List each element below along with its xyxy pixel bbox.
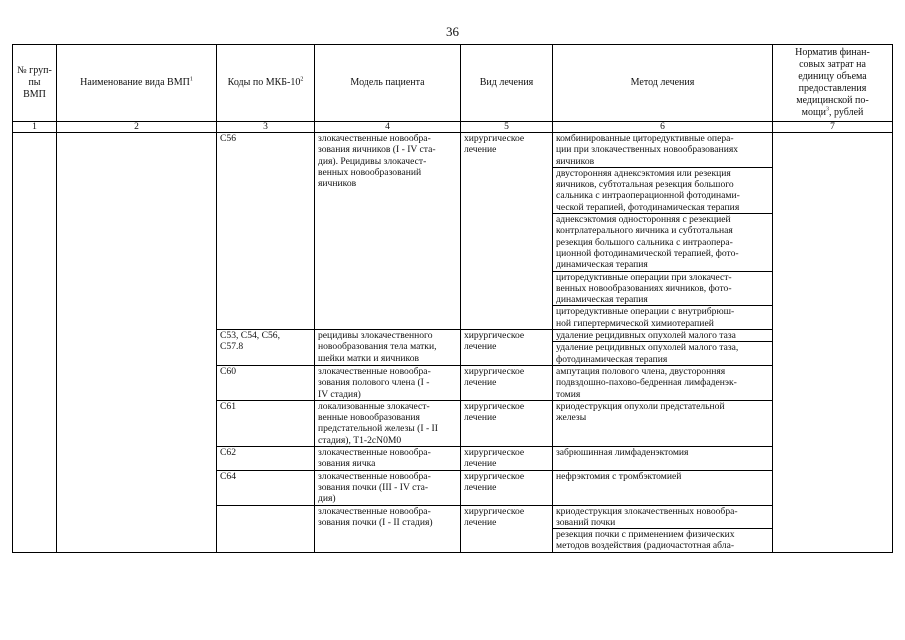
treatment-method-cell: нефрэктомия с тромбэктомией [553,470,773,505]
icd-code-cell: С56 [217,133,315,330]
column-number: 1 [13,122,57,133]
patient-model-cell: злокачественные новообра- зования яичников (I - IV ста- дия). Рецидивы злокачест- венных новообразований яичников [315,133,461,330]
column-number: 7 [773,122,893,133]
treatment-type-cell: хирургическое лечение [461,447,553,471]
treatment-type-cell: хирургическое лечение [461,365,553,400]
vmp-name-cell [57,133,217,553]
treatment-type-cell: хирургическое лечение [461,133,553,330]
column-number: 4 [315,122,461,133]
header-norm: Норматив финан- совых затрат на единицу объема предоставления медицинской по- мощи$^3$, рублей [773,45,893,122]
header-codes: Коды по МКБ-$10^2$ [217,45,315,122]
icd-code-cell: С62 [217,447,315,471]
treatment-method-cell: ампутация полового члена, двусторонняя подвздошно-пахово-бедренная лимфаденэк- томия [553,365,773,400]
patient-model-cell: злокачественные новообра- зования почки (I - II стадия) [315,505,461,552]
treatment-method-cell: циторедуктивные операции с внутрибрюш- ной гипертермической химиотерапией [553,306,773,330]
treatment-method-cell: удаление рецидивных опухолей малого таза [553,330,773,342]
treatment-type-cell: хирургическое лечение [461,470,553,505]
icd-code-cell: С60 [217,365,315,400]
norm-cost-cell [773,133,893,553]
header-model: Модель пациента [315,45,461,122]
patient-model-cell: злокачественные новообра- зования полового члена (I - IV стадия) [315,365,461,400]
patient-model-cell: локализованные злокачест- венные новообразования предстательной железы (I - II стадия), Т1-2cN0M0 [315,400,461,446]
treatment-method-cell: циторедуктивные операции при злокачест- венных новообразованиях яичников, фото- динамическая терапия [553,271,773,306]
column-numbers-row [13,122,893,133]
patient-model-cell: злокачественные новообра- зования почки (III - IV ста- дия) [315,470,461,505]
treatment-method-cell: аднексэктомия односторонняя с резекцией контрлатерального яичника и субтотальная резекция большого сальника с интраопера- ционной фотодинамической терапией, фото- динамическая терапия [553,214,773,271]
table-row [13,133,893,168]
column-number: 2 [57,122,217,133]
header-group: № груп- пы ВМП [13,45,57,122]
patient-model-cell: злокачественные новообра- зования яичка [315,447,461,471]
column-number: 5 [461,122,553,133]
group-number-cell [13,133,57,553]
header-row [13,45,893,122]
treatment-method-cell: комбинированные циторедуктивные опера- ции при злокачественных новообразованиях яичников [553,133,773,168]
treatment-method-cell: криодеструкция злокачественных новообра- зований почки [553,505,773,529]
treatment-type-cell: хирургическое лечение [461,505,553,552]
treatment-method-cell: удаление рецидивных опухолей малого таза, фотодинамическая терапия [553,342,773,366]
treatment-method-cell: резекция почки с применением физических методов воздействия (радиочастотная абла- [553,529,773,553]
patient-model-cell: рецидивы злокачественного новообразования тела матки, шейки матки и яичников [315,330,461,366]
treatment-method-cell: криодеструкция опухоли предстательной железы [553,400,773,446]
icd-code-cell [217,505,315,552]
header-name: Наименование вида ВМП$^1$ [57,45,217,122]
icd-code-cell: С61 [217,400,315,446]
vmp-table [12,44,893,553]
treatment-type-cell: хирургическое лечение [461,400,553,446]
icd-code-cell: С53, С54, С56, С57.8 [217,330,315,366]
page-number: 36 [446,24,459,39]
header-type: Вид лечения [461,45,553,122]
icd-code-cell: С64 [217,470,315,505]
column-number: 3 [217,122,315,133]
treatment-method-cell: двусторонняя аднексэктомия или резекция яичников, субтотальная резекция большого сальника с интраоперационной фотодинами- ческой терапией, фотодинамическая терапия [553,167,773,213]
column-number: 6 [553,122,773,133]
treatment-type-cell: хирургическое лечение [461,330,553,366]
treatment-method-cell: забрюшинная лимфаденэктомия [553,447,773,471]
header-method: Метод лечения [553,45,773,122]
